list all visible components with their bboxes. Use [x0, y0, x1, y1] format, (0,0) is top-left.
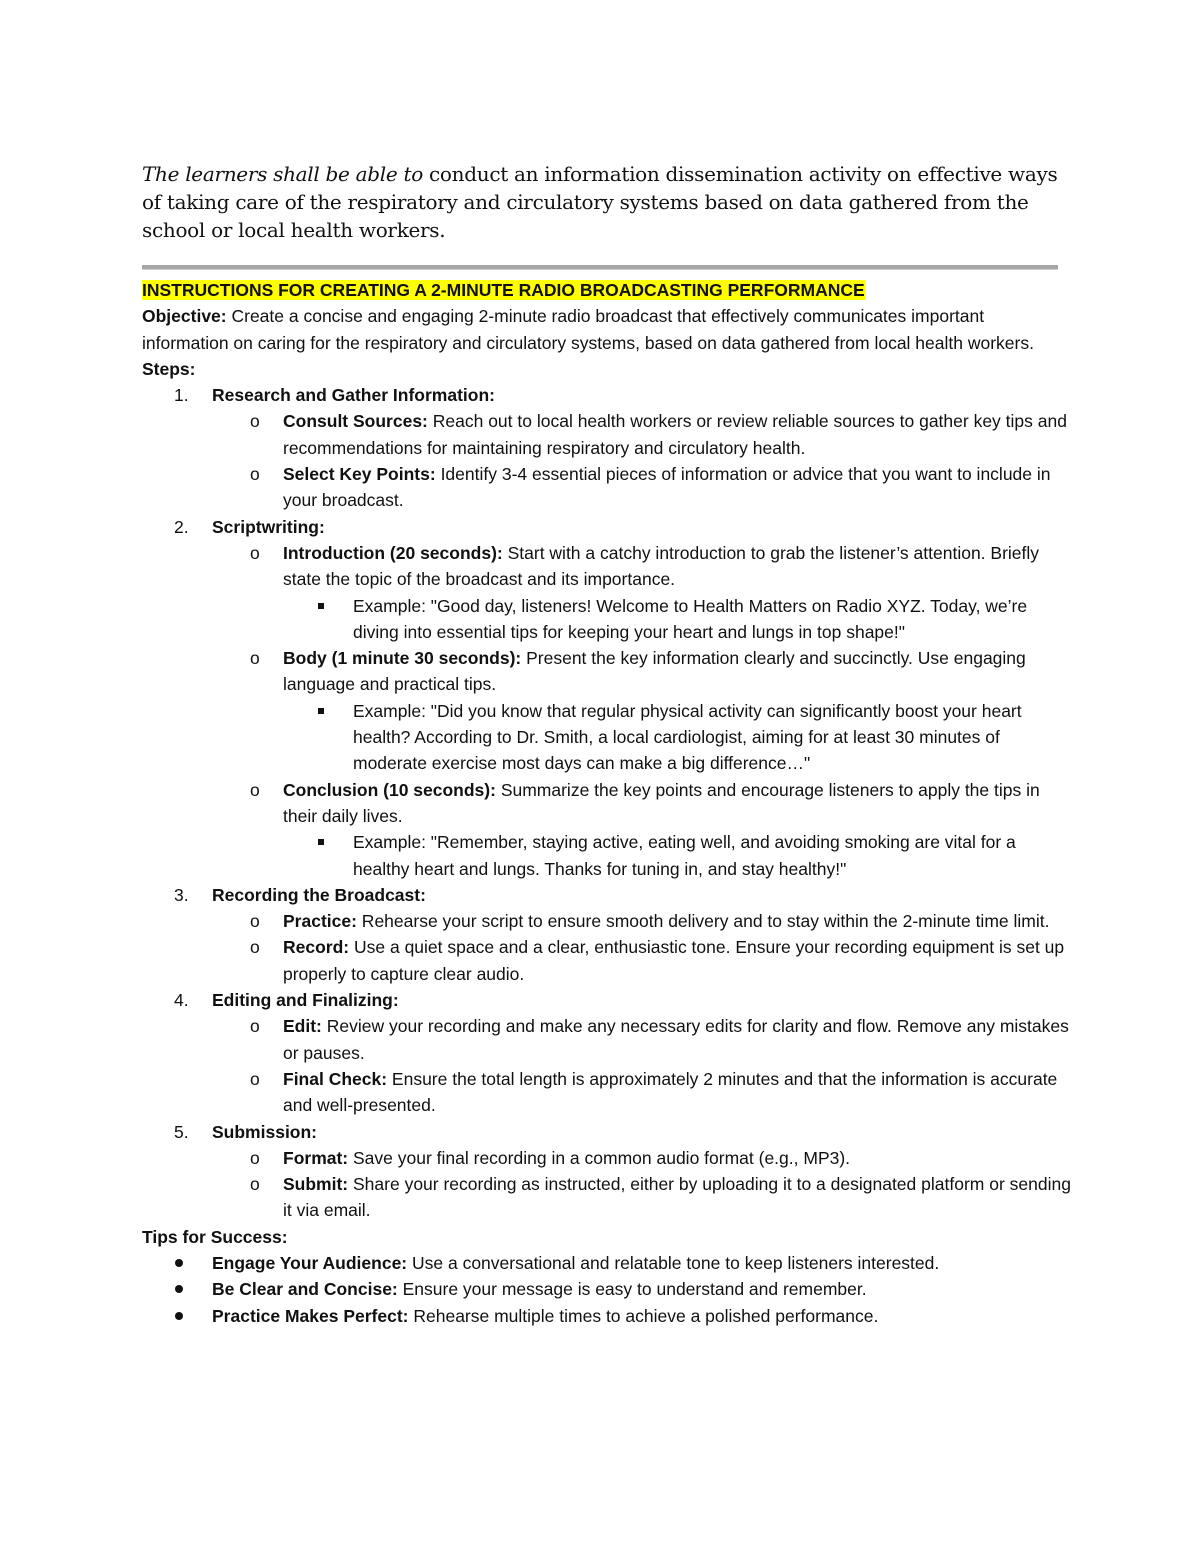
sub-item-text: Reach out to local health workers or review reliable sources to gather key tips and recommendations for maintaining respiratory and circulatory health. — [283, 411, 1067, 458]
step-sublist — [212, 1013, 1072, 1118]
example-list — [283, 593, 1072, 646]
step-sublist — [212, 908, 1072, 987]
sub-item-text: Start with a catchy introduction to grab the listener’s attention. Briefly state the topic of the broadcast and its importance. — [283, 542, 1040, 590]
sub-item — [212, 461, 1072, 514]
example-item — [283, 829, 1072, 882]
bullet-dot-icon — [175, 1259, 183, 1267]
sub-item-label: Body (1 minute 30 seconds): — [283, 648, 522, 669]
hollow-bullet-icon: o — [250, 1174, 260, 1195]
step-item — [142, 1119, 1072, 1224]
tip-label: Engage Your Audience: — [212, 1252, 408, 1273]
steps-list — [142, 382, 1072, 1224]
tips-list — [142, 1250, 1072, 1329]
step-title: Research and Gather Information: — [212, 385, 495, 406]
intro-text: conduct an information dissemination activity on effective ways of taking care of the respiratory and circulatory systems based on data gathered from the school or local health workers. — [142, 162, 1058, 242]
step-title: Scriptwriting: — [212, 516, 325, 537]
sub-item-label: Introduction (20 seconds): — [283, 542, 503, 563]
objective-label: Objective: — [142, 306, 227, 327]
hollow-bullet-icon: o — [250, 411, 260, 432]
example-item — [283, 698, 1072, 777]
step-sublist — [212, 540, 1072, 882]
example-text: Example: "Did you know that regular physical activity can significantly boost your heart health? According to Dr. Smith, a local cardiologist, aiming for at least 30 minutes of moderate exercise most days can make a big difference…" — [353, 700, 1022, 774]
sub-item-text: Share your recording as instructed, either by uploading it to a designated platform or sending it via email. — [283, 1174, 1071, 1221]
hollow-bullet-icon: o — [250, 1016, 260, 1037]
hollow-bullet-icon: o — [250, 911, 260, 932]
step-title: Submission: — [212, 1121, 318, 1142]
example-list — [283, 698, 1072, 777]
hollow-bullet-icon: o — [250, 1068, 260, 1089]
objective-paragraph — [142, 303, 1072, 356]
sub-item-text: Save your final recording in a common audio format (e.g., MP3). — [348, 1147, 851, 1168]
step-number: 2. — [174, 516, 189, 537]
sub-item — [212, 1171, 1072, 1224]
sub-item-label: Final Check: — [283, 1068, 388, 1089]
tip-item — [142, 1250, 1072, 1276]
tip-label: Be Clear and Concise: — [212, 1279, 398, 1300]
bullet-dot-icon — [175, 1285, 183, 1293]
horizontal-rule — [142, 265, 1058, 270]
intro-paragraph — [142, 160, 1062, 244]
steps-label: Steps: — [142, 358, 196, 379]
sub-item-label: Submit: — [283, 1174, 349, 1195]
sub-item — [212, 777, 1072, 882]
sub-item — [212, 1145, 1072, 1171]
sub-item-label: Consult Sources: — [283, 411, 428, 432]
step-item — [142, 987, 1072, 1118]
step-number: 5. — [174, 1121, 189, 1142]
tips-label: Tips for Success: — [142, 1226, 288, 1247]
square-bullet-icon — [318, 708, 324, 714]
sub-item-label: Edit: — [283, 1016, 322, 1037]
step-title: Recording the Broadcast: — [212, 884, 426, 905]
tip-item — [142, 1303, 1072, 1329]
sub-item-label: Conclusion (10 seconds): — [283, 779, 496, 800]
step-item — [142, 882, 1072, 987]
hollow-bullet-icon: o — [250, 542, 260, 563]
intro-italic-lead: The learners shall be able to — [142, 162, 423, 186]
example-text: Example: "Good day, listeners! Welcome to Health Matters on Radio XYZ. Today, we’re diving into essential tips for keeping your heart and lungs in top shape!" — [353, 595, 1028, 642]
objective-text: Create a concise and engaging 2-minute radio broadcast that effectively communicates important information on caring for the respiratory and circulatory systems, based on data gathered from local health workers. — [142, 306, 1034, 353]
instructions-section — [142, 277, 1072, 1329]
hollow-bullet-icon: o — [250, 464, 260, 485]
sub-item-label: Format: — [283, 1147, 349, 1168]
tip-text: Use a conversational and relatable tone to keep listeners interested. — [407, 1252, 940, 1273]
sub-item-text: Ensure the total length is approximately 2 minutes and that the information is accurate and well-presented. — [283, 1068, 1058, 1116]
tip-item — [142, 1276, 1072, 1302]
step-number: 4. — [174, 990, 189, 1011]
example-list — [283, 829, 1072, 882]
hollow-bullet-icon: o — [250, 1147, 260, 1168]
sub-item-text: Present the key information clearly and succinctly. Use engaging language and practical tips. — [283, 648, 1026, 695]
sub-item-text: Summarize the key points and encourage listeners to apply the tips in their daily lives. — [283, 779, 1040, 826]
sub-item-label: Select Key Points: — [283, 464, 436, 485]
sub-item-label: Record: — [283, 937, 350, 958]
square-bullet-icon — [318, 603, 324, 609]
sub-item-text: Rehearse your script to ensure smooth delivery and to stay within the 2-minute time limit. — [356, 911, 1050, 932]
hollow-bullet-icon: o — [250, 937, 260, 958]
sub-item — [212, 540, 1072, 645]
sub-item-text: Review your recording and make any necessary edits for clarity and flow. Remove any mistakes or pauses. — [283, 1016, 1069, 1063]
sub-item-text: Identify 3-4 essential pieces of information or advice that you want to include in your broadcast. — [283, 464, 1051, 511]
sub-item — [212, 1066, 1072, 1119]
example-item — [283, 593, 1072, 646]
hollow-bullet-icon: o — [250, 648, 260, 669]
sub-item-label: Practice: — [283, 911, 357, 932]
tip-text: Ensure your message is easy to understand and remember. — [397, 1279, 867, 1300]
example-text: Example: "Remember, staying active, eating well, and avoiding smoking are vital for a healthy heart and lungs. Thanks for tuning in, and stay healthy!" — [353, 832, 1016, 879]
step-item — [142, 382, 1072, 513]
sub-item — [212, 408, 1072, 461]
hollow-bullet-icon: o — [250, 779, 260, 800]
sub-item-text: Use a quiet space and a clear, enthusiastic tone. Ensure your recording equipment is set up properly to capture clear audio. — [283, 937, 1065, 984]
sub-item — [212, 934, 1072, 987]
step-title: Editing and Finalizing: — [212, 990, 399, 1011]
bullet-dot-icon — [175, 1312, 183, 1320]
sub-item — [212, 1013, 1072, 1066]
heading-highlight: INSTRUCTIONS FOR CREATING A 2-MINUTE RADIO BROADCASTING PERFORMANCE — [142, 280, 865, 300]
step-sublist — [212, 408, 1072, 513]
tip-text: Rehearse multiple times to achieve a polished performance. — [408, 1305, 879, 1326]
step-number: 3. — [174, 884, 189, 905]
step-item — [142, 514, 1072, 882]
tip-label: Practice Makes Perfect: — [212, 1305, 409, 1326]
sub-item — [212, 645, 1072, 776]
sub-item — [212, 908, 1072, 934]
step-number: 1. — [174, 385, 189, 406]
square-bullet-icon — [318, 839, 324, 845]
step-sublist — [212, 1145, 1072, 1224]
section-heading — [142, 277, 1072, 303]
